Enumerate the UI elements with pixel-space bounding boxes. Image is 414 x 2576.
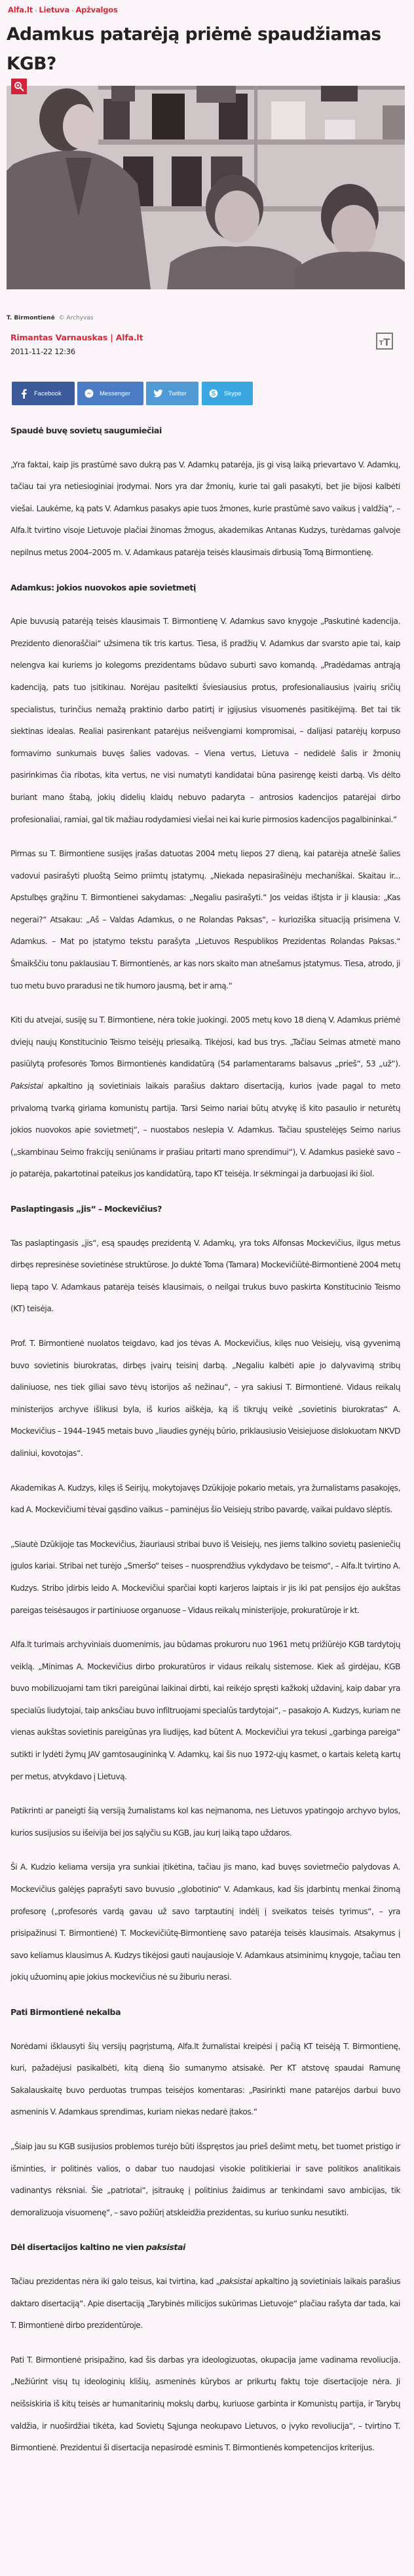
- text-size-icon: T T: [379, 336, 390, 348]
- breadcrumb-separator: ›: [71, 8, 74, 14]
- article-body: [10, 420, 400, 2472]
- paragraph-text: apkaltino ją sovietiniais laikais parašius daktaro disertaciją, kurios įvade pagal to meto privalomą tvarką giriama komunistų partija. Tarsi Seimo nariai būtų atvykę iš kito pasaulio ir neturėtų jokios nuovokos apie sovietmetį“, – nuostabos neslepia V. Adamkus. Tačiau spustelėjęs Seimo narius („skambinau Seimo frakcijų seniūnams ir prašiau pritarti mano sprendimui“), V. Adamkus pasiekė savo – jo patarėja, pakartotinai pateikus jos kandidatūrą, tapo KT teisėja. Ir sėkmingai ja darbuojasi iki šiol.: [10, 1081, 400, 1179]
- photo-caption: [7, 315, 94, 321]
- article-paragraph: „Yra faktai, kaip jis prastūmė savo dukrą pas V. Adamkų patarėja, jis gi visą laiką prievartavo V. Adamkų, tačiau tai yra netiesioginiai įrodymai. Nors yra dar žmonių, kurie tai gali pasakyti, bet jie bijosi kalbėti viešai. Laukėme, ką pats V. Adamkus pasakys apie tuos žmones, kurie prastūmė savo vaikus į valdžią“, – Alfa.lt tvirtino visoje Lietuvoje plačiai žinomas žmogus, akademikas Antanas Kudzys, turėdamas galvoje nepilnus metus 2004–2005 m. V. Adamkaus patarėja teisės klausimais dirbusią Tomą Birmontienę.: [10, 460, 400, 557]
- paragraph-text: Kiti du atvejai, susiję su T. Birmontiene, nėra tokie juokingi. 2005 metų kovo 18 dieną V. Adamkus priėmė dviejų naujų Konstitucinio Teismo teisėjų priesaiką. Tikėjosi, kad bus trys. „Tačiau Seimas atmetė mano pasiūlytą profesorės Tomos Birmontienės kandidatūrą (54 parlamentarams balsavus „prieš“, 53 „už“).: [10, 1015, 400, 1069]
- breadcrumb-item-apzvalgos[interactable]: Apžvalgos: [75, 5, 118, 14]
- article-paragraph: [10, 1009, 400, 1186]
- share-messenger-label: Messenger: [100, 390, 130, 397]
- page-title: Adamkus patarėją priėmė spaudžiamas KGB?: [7, 24, 381, 74]
- heading-italic: paksistai: [145, 2242, 185, 2253]
- share-twitter-button[interactable]: [146, 382, 198, 405]
- paragraph-text: apkaltino ją sovietiniais laikais parašius daktaro disertaciją“. Apie disertaciją „Tarybinės milicijos sukūrimas Lietuvoje“ plačiau rašyta dar tada, kai T. Birmontienė dirbo prezidentūroje.: [10, 2276, 400, 2331]
- section-heading: [10, 2236, 400, 2259]
- publish-date: 2011-11-22 12:36: [10, 347, 75, 356]
- share-skype-button[interactable]: [202, 382, 253, 405]
- article-paragraph: Alfa.lt turimais archyviniais duomenimis, jau būdamas prokuroru nuo 1961 metų prižiūrėjo KGB tardytojų veiklą. „Minimas A. Mockevičius dirbo prokuratūros ir vidaus reikalų sistemose. Kiek aš girdėjau, KGB buvo mobilizuojami tam tikri pareigūnai laikinai dirbti, kai reikėjo spręsti kažkokį uždavinį, kaip dabar yra specialūs liudytojai, taip anksčiau buvo infiltruojami specialūs tardytojai“, – pasakojo A. Kudzys, kuriam ne vienas aukštas sovietinis pareigūnas yra liudijęs, kad būtent A. Mockevičiui yra tekusi „garbinga pareiga“ sutikti ir lydėti žymų JAV gamtosaugininką V. Adamkų, kai šis nuo 1972-ųjų kasmet, o kartais keletą kartų per metus, atvykdavo į Lietuvą.: [10, 1640, 400, 1781]
- paragraph-italic: Paksistai: [10, 1081, 43, 1091]
- share-messenger-button[interactable]: [77, 382, 143, 405]
- article-paragraph: Pirmas su T. Birmontiene susijęs įrašas datuotas 2004 metų liepos 27 dieną, kai patarėja atnešė šalies vadovui pasirašyti pluoštą Seimo priimtų įstatymų. „Niekada nepasirašinėju mechaniškai. Skaitau ir... Apstulbęs grąžinu T. Birmontienei sakydamas: „Negaliu pasirašyti.“ Jos veidas ištįsta ir ji klausia: „Kas negerai?“ Atsakau: „Aš – Valdas Adamkus, o ne Rolandas Paksas“, – kurioziška situaciją prisimena V. Adamkus. – Mat po įstatymo tekstu parašyta „Lietuvos Respublikos Prezidentas Rolandas Paksas.“ Šmaikščiu tonu paklausiau T. Birmontienės, ar kas nors skaito man atnešamus įstatymus. Tiesa, atrodo, ji tuo metu buvo praradusi ne tik humoro jausmą, bet ir amą.“: [10, 849, 400, 990]
- paragraph-text: Tačiau prezidentas nėra iki galo teisus, kai tvirtina, kad „: [10, 2276, 220, 2286]
- article-paragraph: Norėdami išklausyti šių versijų pagrįstumą, Alfa.lt žurnalistai kreipėsi į pačią KT teisėją T. Birmontienę, kuri, pažadėjusi pasikalbėti, kitą dieną šio sumanymo atsisakė. Per KT atstovę spaudai Ramunę Sakalauskaitę buvo perduotas trumpas teisėjos komentaras: „Pasirinkti mane patarėjos darbui buvo asmeninis V. Adamkaus sprendimas, kuriam niekas nedarė įtakos.“: [10, 2041, 400, 2117]
- heading-text: Dėl disertacijos kaltino ne vien: [10, 2242, 146, 2253]
- photo-illustration: [7, 86, 405, 289]
- article-photo[interactable]: [7, 86, 405, 289]
- svg-text:S: S: [211, 390, 216, 398]
- article-paragraph: [10, 2271, 400, 2337]
- share-twitter-label: Twitter: [168, 390, 187, 397]
- share-facebook-button[interactable]: [12, 382, 75, 405]
- author-link[interactable]: Rimantas Varnauskas | Alfa.lt: [10, 333, 143, 342]
- zoom-in-icon: [14, 81, 24, 92]
- article-paragraph: Pati T. Birmontienė prisipažino, kad šis darbas yra ideologizuotas, okupacija jame vadinama revoliucija. „Nežiūrint visų tų ideologinių klišių, asmeninės kūrybos ar prikurtų faktų toje disertacijoje nėra. Ji neišsiskiria iš kitų teisės ar humanitarinių mokslų darbų, kuriuose garbinta ir Komunistų partija, ir Tarybų valdžia, ir nuoširdžiai tikėta, kad Sovietų Sąjunga neokupavo Lietuvos, o įvyko revoliucija“, – tvirtino T. Birmontienė. Prezidentui ši disertacija nepasirodė esminis T. Birmontienės kompetencijos kriterijus.: [10, 2355, 400, 2453]
- article-paragraph: „Šiaip jau su KGB susijusios problemos turėjo būti išspręstos jau prieš dešimt metų, bet tuomet pristigo ir išminties, ir politinės valios, o dabar tuo naudojasi visokie politikieriai ir save politikos analitikais vadinantys rėksniai. Šie „patriotai“, įsitraukę į politinius žaidimus ar tenkindami savo ambicijas, tik demoralizuoja visuomenę“, – savo požiūrį atskleidžia prezidentas, su kuriuo sunku nesutikti.: [10, 2141, 400, 2217]
- article-paragraph: „Siautė Dzūkijoje tas Mockevičius, žiauriausi stribai buvo iš Veisiejų, nes jiems talkino sovietų pasieniečių įgulos kariai. Stribai net turėjo „Smeršo“ teises – nuosprendžius vykdydavo be teismo“, – Alfa.lt tvirtino A. Kudzys. Stribo įdirbis leido A. Mockevičiui sparčiai kopti karjeros laiptais ir jis iki pat pensijos ėjo aukštas pareigas teisėsaugos ir partiniuose organuose – Vidaus reikalų ministerijoje, prokuratūroje ir kt.: [10, 1539, 400, 1615]
- share-skype-label: Skype: [224, 390, 242, 397]
- section-heading: Paslaptingasis „jis“ – Mockevičius?: [10, 1204, 162, 1214]
- skype-icon: [208, 388, 219, 399]
- article-paragraph: Patikrinti ar paneigti šią versiją žurnalistams kol kas neįmanoma, nes Lietuvos ypatingojo archyvo bylos, kurios susijusios su išeivija bei jos sąlyčiu su KGB, jau kurį laiką tapo uždaros.: [10, 1806, 400, 1838]
- photo-credit: © Archyvas: [58, 315, 94, 321]
- article-paragraph: Tas paslaptingasis „jis“, esą spaudęs prezidentą V. Adamkų, yra toks Alfonsas Mockevičius, ilgus metus dirbęs represinėse sovietinėse struktūrose. Jo duktė Toma (Tamara) Mockevičiūtė-Birmontienė 2004 metų liepą tapo V. Adamkaus patarėja teisės klausimais, o neilgai trukus buvo paskirta Konstitucinio Teismo (KT) teisėja.: [10, 1238, 400, 1314]
- font-size-button[interactable]: [376, 333, 393, 350]
- zoom-image-button[interactable]: [11, 79, 27, 94]
- section-heading: Spaudė buvę sovietų saugumiečiai: [10, 426, 162, 435]
- breadcrumb-item-home[interactable]: Alfa.lt: [8, 5, 33, 14]
- section-heading: Pati Birmontienė nekalba: [10, 2007, 121, 2017]
- section-heading: Adamkus: jokios nuovokos apie sovietmetį: [10, 582, 196, 592]
- article-paragraph: Apie buvusią patarėją teisės klausimais T. Birmontienę V. Adamkus savo knygoje „Paskutinė kadencija. Prezidento dienoraščiai“ užsimena tik tris kartus. Tiesa, iš pradžių V. Adamkus dar svarsto apie tai, kaip nelengva kai kuriems jo kolegoms prezidentams būdavo suburti savo komandą. „Pradėdamas antrąją kadenciją, pats tuo įsitikinau. Norėjau pasitelkti šviesiausius protus, profesionaliausius įvairių sričių specialistus, turinčius nemažą praktinio darbo patirtį ir įgijusius visuomenės pasitikėjimą. Bet tai tik siektinas idealas. Realiai pasirenkant patarėjus neišvengiami kompromisai, – dalijasi patarėjų korpuso formavimo sunkumais buvęs šalies vadovas. – Viena vertus, Lietuva – nedidelė šalis ir žmonių pasirinkimas čia ribotas, kita vertus, ne visi numatyti kandidatai būna pasirengę keisti darbą. Vis dėlto buriant mano štabą, jokių didelių klaidų nebuvo padaryta – antrosios kadencijos patarėjai dirbo profesionaliai, ramiai, gal tik mažiau rodydamiesi viešai nei kai kurie pirmosios kadencijos pagalbininkai.“: [10, 617, 400, 824]
- messenger-icon: [84, 388, 94, 399]
- breadcrumb-item-lietuva[interactable]: Lietuva: [39, 5, 70, 14]
- twitter-icon: [153, 388, 163, 399]
- photo-caption-name: T. Birmontienė: [7, 315, 55, 321]
- breadcrumb: [8, 5, 118, 14]
- paragraph-italic: paksistai: [219, 2276, 253, 2286]
- article-paragraph: Ši A. Kudzio keliama versija yra sunkiai įtikėtina, tačiau jis mano, kad buvęs sovietmečio palydovas A. Mockevičius galėjęs paprašyti savo buvusio „globotinio“ V. Adamkaus, kad šis įdarbintų menkai žinomą profesorę („profesorės vardą gavau už savo tarptautinį indėlį į sveikatos teisės tyrimus“, – yra prisipažinusi T. Birmontienė) T. Mockevičiūtę-Birmontienę savo patarėja teisės klausimais. Atsakymus į savo keliamus klausimus A. Kudzys tikėjosi gauti naujausioje V. Adamkaus atsiminimų knygoje, tačiau ten jokių užuominų apie jokius mockevičius nė su žiburiu nerasi.: [10, 1862, 400, 1982]
- breadcrumb-separator: ›: [35, 8, 37, 14]
- facebook-icon: [18, 388, 29, 399]
- share-facebook-label: Facebook: [34, 390, 62, 397]
- article-paragraph: Akademikas A. Kudzys, kilęs iš Seirijų, mokytojavęs Dzūkijoje pokario metais, yra žurnalistams pasakojęs, kad A. Mockevičiumi tėvai gąsdino vaikus – paminėjus šio Veisiejų stribo pavardę, vaikai puldavo slėptis.: [10, 1483, 400, 1515]
- article-paragraph: Prof. T. Birmontienė nuolatos teigdavo, kad jos tėvas A. Mockevičius, kilęs nuo Veisiejų, visą gyvenimą buvo sovietinis biurokratas, dirbęs įvairų teisinį darbą. „Negaliu kalbėti apie jo dalyvavimą stribų daliniuose, nes tiek giliai savo tėvų istorijos aš nežinau“, – yra sakiusi T. Birmontienė. Vidaus reikalų ministerijos archyve išlikusi byla, iš kurios aiškėja, ką iš tikrųjų veikė „sovietinis biurokratas“ A. Mockevičius – 1944–1945 metais buvo „liaudies gynėjų būrio, priklausiusio Veisiejuose dislokuotam NKVD daliniui, kovotojas“.: [10, 1338, 400, 1458]
